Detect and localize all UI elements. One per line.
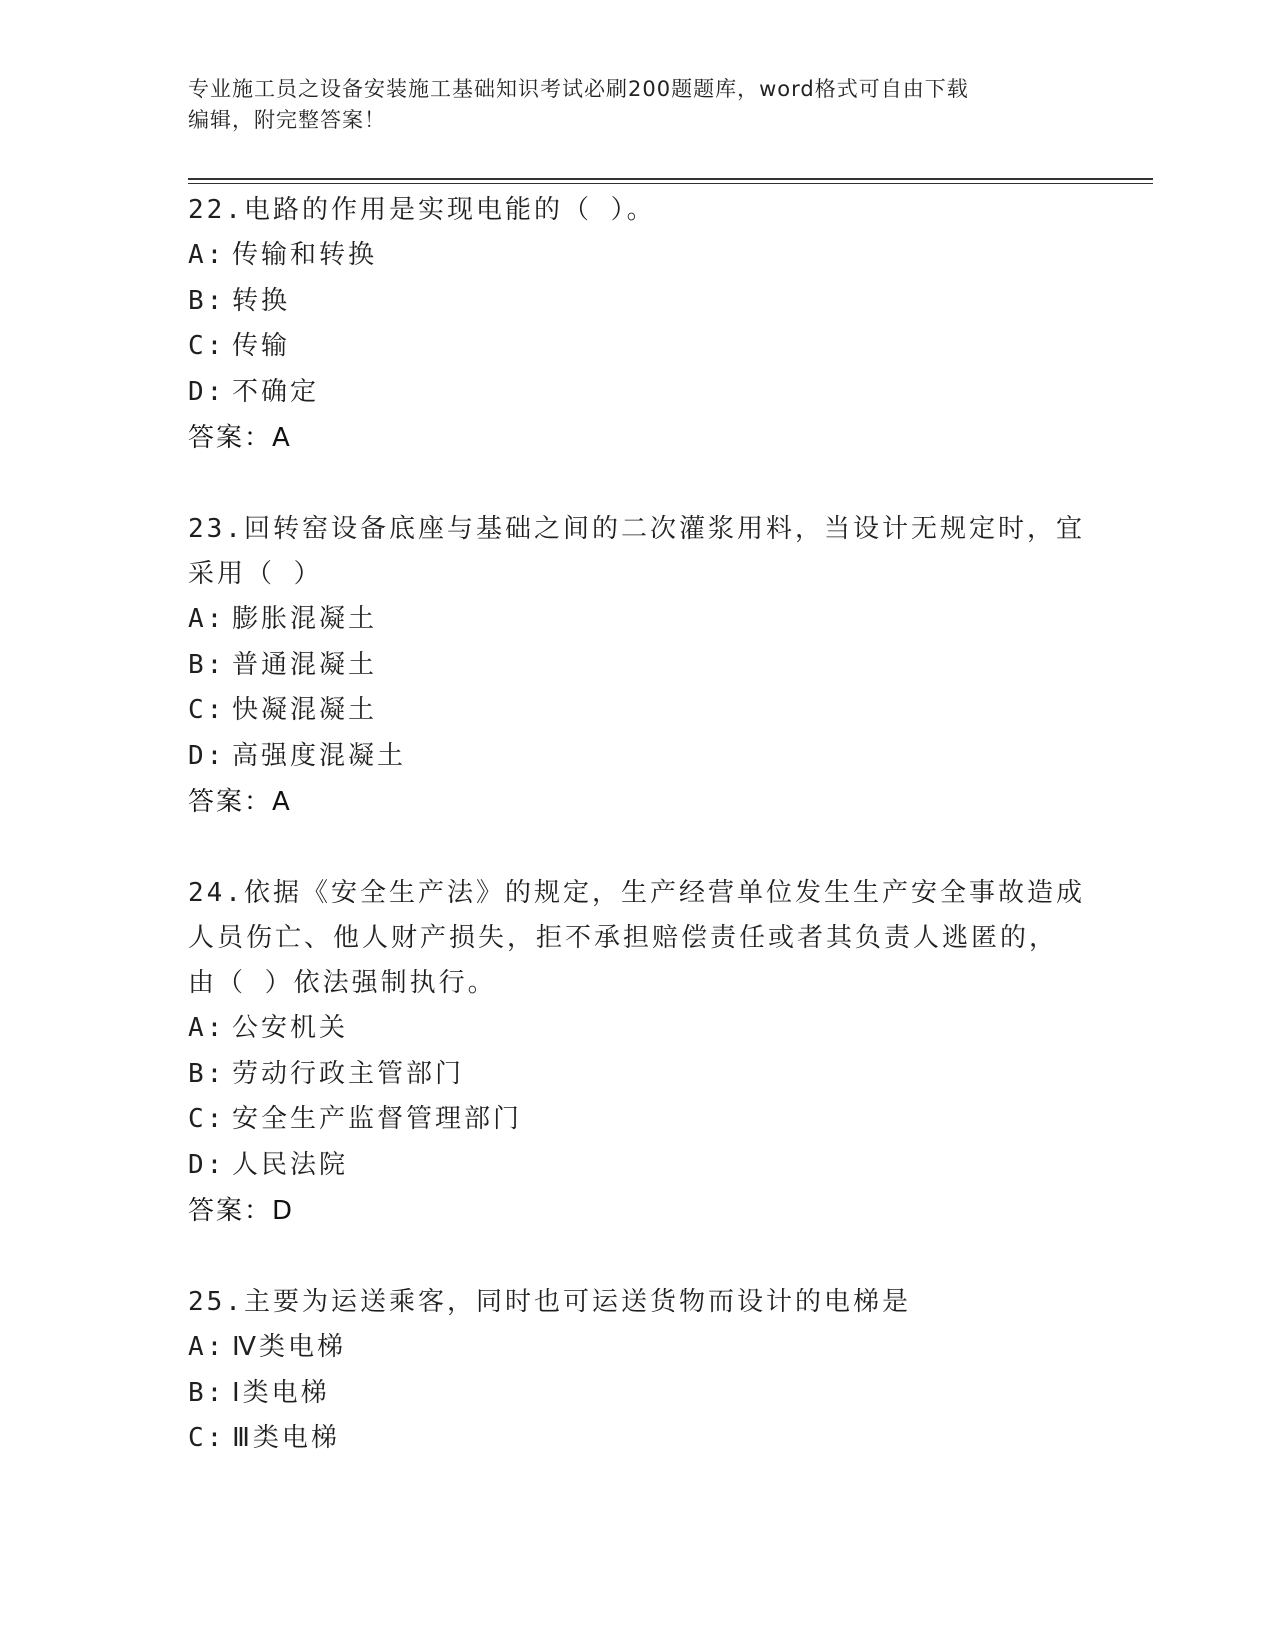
option-text: 普通混凝土: [232, 649, 378, 680]
question-stem: 22.电路的作用是实现电能的（ ）。: [188, 195, 656, 225]
question-stem: 人员伤亡、他人财产损失，拒不承担赔偿责任或者其负责人逃匿的，: [188, 923, 1059, 953]
option-letter: A:: [188, 604, 226, 634]
option-letter: A:: [188, 1013, 226, 1043]
answer-option: [188, 233, 1088, 279]
option-text: 不确定: [232, 376, 320, 407]
answer-option: [188, 1097, 1088, 1143]
option-text: 传输: [232, 331, 291, 361]
option-text: 劳动行政主管部门: [232, 1058, 465, 1089]
option-text: 安全生产监督管理部门: [232, 1104, 523, 1134]
question-stem: 24.依据《安全生产法》的规定，生产经营单位发生生产安全事故造成: [188, 878, 1085, 908]
option-letter: D:: [188, 740, 226, 771]
option-text: 快凝混凝土: [232, 695, 378, 725]
answer-option: [188, 1416, 1088, 1462]
question-stem: 23.回转窑设备底座与基础之间的二次灌浆用料，当设计无规定时，宜: [188, 514, 1085, 544]
option-letter: B:: [188, 1377, 226, 1408]
answer-key: 答案：A: [188, 787, 292, 817]
question-block: [188, 188, 1088, 461]
option-letter: A:: [188, 1332, 226, 1362]
option-letter: D:: [188, 1149, 226, 1180]
question-stem: 25.主要为运送乘客，同时也可运送货物而设计的电梯是: [188, 1287, 911, 1317]
option-text: 公安机关: [232, 1013, 349, 1043]
answer-option: [188, 688, 1088, 734]
question-block: [188, 1280, 1088, 1462]
option-letter: C:: [188, 695, 226, 725]
header-divider: [188, 178, 1153, 180]
answer-option: [188, 1325, 1088, 1371]
answer-option: [188, 1143, 1088, 1189]
option-text: Ⅲ类电梯: [232, 1423, 340, 1453]
answer-option: [188, 643, 1088, 689]
answer-option: [188, 279, 1088, 325]
option-letter: B:: [188, 1058, 226, 1089]
option-text: 高强度混凝土: [232, 740, 407, 771]
option-letter: C:: [188, 331, 226, 361]
option-letter: C:: [188, 1423, 226, 1453]
option-letter: B:: [188, 285, 226, 316]
option-letter: A:: [188, 240, 226, 270]
option-text: 膨胀混凝土: [232, 604, 378, 634]
answer-option: [188, 1371, 1088, 1417]
question-stem: 由（ ）依法强制执行。: [188, 968, 497, 998]
question-list: [188, 188, 1088, 1508]
option-text: 传输和转换: [232, 240, 378, 270]
answer-option: [188, 324, 1088, 370]
answer-key: 答案：A: [188, 423, 292, 453]
option-letter: C:: [188, 1104, 226, 1134]
answer-option: [188, 734, 1088, 780]
answer-option: [188, 1052, 1088, 1098]
header-divider-secondary: [188, 183, 1153, 184]
answer-option: [188, 1006, 1088, 1052]
header-line-2: 编辑，附完整答案！: [188, 108, 386, 132]
document-header: [188, 74, 1088, 136]
answer-key: 答案：D: [188, 1196, 295, 1226]
header-line-1: 专业施工员之设备安装施工基础知识考试必刷200题题库，word格式可自由下载: [188, 77, 969, 101]
answer-option: [188, 597, 1088, 643]
option-text: Ⅰ类电梯: [232, 1377, 330, 1408]
option-text: 人民法院: [232, 1149, 349, 1180]
option-text: Ⅳ类电梯: [232, 1332, 346, 1362]
option-letter: D:: [188, 376, 226, 407]
option-letter: B:: [188, 649, 226, 680]
question-stem: 采用（ ）: [188, 559, 323, 589]
answer-option: [188, 370, 1088, 416]
option-text: 转换: [232, 285, 291, 316]
question-block: [188, 507, 1088, 825]
question-block: [188, 871, 1088, 1234]
